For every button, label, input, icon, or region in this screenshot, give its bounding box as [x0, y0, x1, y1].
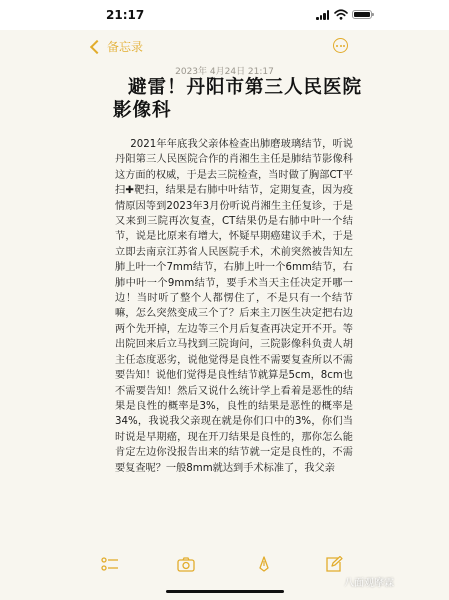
- camera-icon[interactable]: [177, 556, 195, 572]
- more-options-button[interactable]: [333, 38, 348, 53]
- watermark: 八面观摩霖: [344, 578, 394, 589]
- note-title[interactable]: 避雷！丹阳市第三人民医院影像科: [113, 77, 363, 121]
- status-bar: [0, 0, 449, 30]
- back-button[interactable]: [92, 36, 143, 56]
- note-body[interactable]: 2021年年底我父亲体检查出肺磨玻璃结节，听说丹阳第三人民医院合作的肖湘生主任是肺结节影像科这方面的权威，于是去三院检查，当时做了胸部CT平扫✚靶扫，结果是右肺中叶结节，定期复查，因为疫情原因等到2023年3月份听说肖湘生主任复诊，于是又来到三院再次复查，CT结果仍是右肺中叶一个结节，说是比原来有增大，怀疑早期癌建议手术，于是立即去南京江苏省人民医院手术，术前突然被告知左肺上叶一个7mm结节，右肺上叶一个6mm结节，右肺中叶一个9mm结节，要手术当天主任决定开哪一边！当时听了整个人都愣住了，不是只有一个结节嘛，怎么突然变成三个了？后来主刀医生决定把右边两个先开掉，左边等三个月后复查再决定开不开。等出院回来后立马找到三院询问，三院影像科负责人胡主任态度恶劣，说他觉得是良性不需要复查所以不需要告知！说他们觉得是良性结节就算是5cm，8cm也不需要告知！然后又说什么统计学上看着是恶性的结果是良性的概率是3%，良性的结果是恶性的概率是34%，我说我父亲现在就是你们口中的3%，你们当时说是早期癌，现在开刀结果是良性的，那你怎么能肯定左边你没报告出来的结节就一定是良性的，不需要复查呢？一般8mm就达到手术标准了，我父亲: [115, 139, 353, 474]
- checklist-icon[interactable]: [101, 556, 119, 572]
- chevron-left-icon: [90, 39, 104, 53]
- pen-icon[interactable]: [255, 556, 273, 572]
- battery-icon: [352, 10, 372, 19]
- home-indicator[interactable]: [166, 590, 284, 593]
- compose-icon[interactable]: [325, 556, 343, 572]
- nav-bar: [0, 30, 449, 62]
- cellular-signal-icon: [316, 10, 330, 20]
- wifi-icon: [334, 9, 348, 20]
- note-timestamp: 2023年 4月24日 21:17: [175, 67, 274, 77]
- back-label: 备忘录: [107, 39, 144, 54]
- status-time: 21:17: [106, 8, 145, 22]
